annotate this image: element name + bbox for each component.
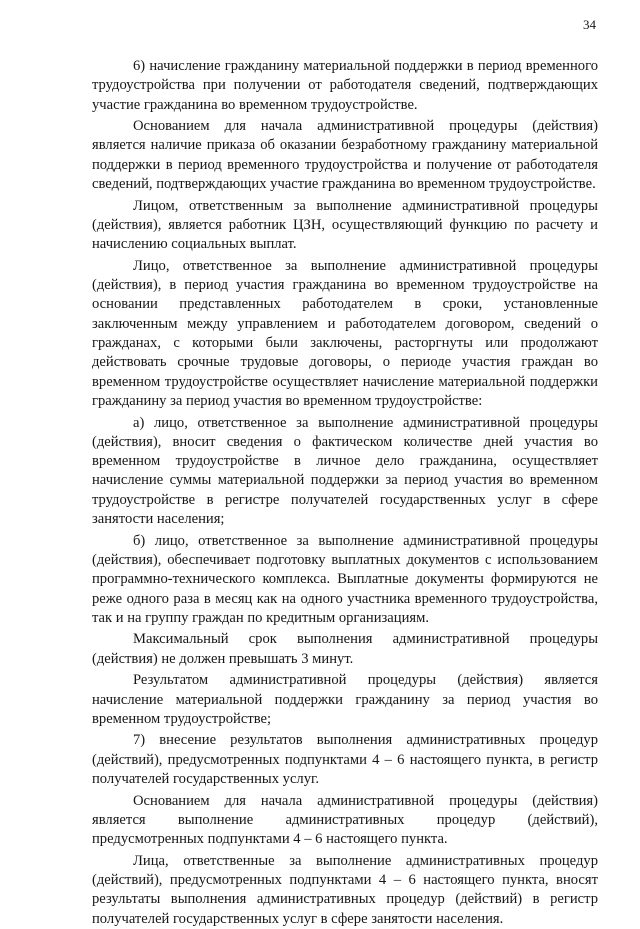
paragraph-subitem-b: б) лицо, ответственное за выполнение административной процедуры (действия), обеспечивает подготовку выплатных документов с использованием программно-технического комплекса. Выплатные документы формируются не реже одного раза в месяц как на одного участника временного трудоустройства, так и на группу граждан по кредитным организациям. [92, 532, 598, 626]
page-number: 34 [583, 17, 596, 32]
paragraph-item-6: 6) начисление гражданину материальной поддержки в период временного трудоустройства при получении от работодателя сведений, подтверждающих участие гражданина во временном трудоустройстве. [92, 58, 598, 113]
paragraph-accrual-procedure: Лицо, ответственное за выполнение административной процедуры (действия), в период участия гражданина во временном трудоустройстве на основании представленных работодателем в сроки, установленные заключенным между управлением и работодателем договором, сведений о гражданах, с которыми были заключены, расторгнуты или продолжают действовать срочные трудовые договоры, о периоде участия граждан во временном трудоустройстве осуществляет начисление материальной поддержки гражданину за период участия во временном трудоустройстве: [92, 257, 598, 409]
paragraph-responsible-person: Лицом, ответственным за выполнение административной процедуры (действия), является работник ЦЗН, осуществляющий функцию по расчету и начислению социальных выплат. [92, 197, 598, 253]
paragraph-responsible-persons-item-7: Лица, ответственные за выполнение административных процедур (действий), предусмотренных подпунктами 4 – 6 настоящего пункта, вносят результаты выполнения административных процедур (действий) в регистр получателей государственных услуг в сфере занятости населения. [92, 852, 598, 927]
paragraph-basis-item-7: Основанием для начала административной процедуры (действия) является выполнение административных процедур (действий), предусмотренных подпунктами 4 – 6 настоящего пункта. [92, 792, 598, 848]
paragraph-subitem-a: а) лицо, ответственное за выполнение административной процедуры (действия), вносит сведения о фактическом количестве дней участия во временном трудоустройстве в личное дело гражданина, осуществляет начисление суммы материальной поддержки за период участия во временном трудоустройстве в регистре получателей государственных услуг в сфере занятости населения; [92, 414, 598, 528]
paragraph-max-duration: Максимальный срок выполнения административной процедуры (действия) не должен превышать 3 минут. [92, 631, 598, 667]
paragraph-basis: Основанием для начала административной процедуры (действия) является наличие приказа об оказании безработному гражданину материальной поддержки в период временного трудоустройства и получение от работодателя сведений, подтверждающих участие гражданина во временном трудоустройстве. [92, 118, 598, 193]
document-body [92, 57, 598, 929]
paragraph-result: Результатом административной процедуры (действия) является начисление материальной поддержки гражданину за период участия во временном трудоустройстве; [92, 672, 598, 727]
paragraph-item-7: 7) внесение результатов выполнения административных процедур (действий), предусмотренных подпунктами 4 – 6 настоящего пункта, в регистр получателей государственных услуг. [92, 732, 598, 788]
